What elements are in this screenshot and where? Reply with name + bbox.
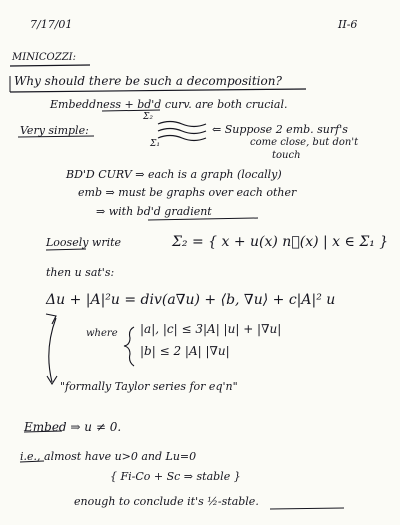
half-stable-line: enough to conclude it's ½-stable. xyxy=(74,495,259,508)
bdd-gradient-line: ⇒ with bd'd gradient xyxy=(96,205,212,218)
bounds-brace xyxy=(124,327,134,366)
very-simple-label: Very simple: xyxy=(20,124,89,137)
sigma2-label: Σ₂ xyxy=(143,112,153,122)
ie-line: i.e., almost have u>0 and Lu=0 xyxy=(20,450,197,463)
title-underline xyxy=(10,65,90,66)
bdd-curv-line: BD'D CURV ⇒ each is a graph (locally) xyxy=(66,168,282,181)
then-u-line: then u sat's: xyxy=(46,266,115,279)
question-underline xyxy=(10,89,306,92)
surface-middle-curve xyxy=(158,129,206,134)
sigma1-label: Σ₁ xyxy=(150,139,160,149)
embed-line: Embed ⇒ u ≠ 0. xyxy=(24,420,122,434)
bound-1: |a|, |c| ≤ 3|A| |u| + |∇u| xyxy=(140,322,282,336)
suppose-line-1: ⇐ Suppose 2 emb. surf's xyxy=(212,123,348,136)
date: 7/17/01 xyxy=(30,18,73,31)
section-title: MINICOZZI: xyxy=(12,52,76,63)
suppose-line-2: come close, but don't xyxy=(250,137,359,148)
sigma2-formula: Σ₂ = { x + u(x) n⃗(x) | x ∈ Σ₁ } xyxy=(172,234,389,250)
surface-lower-curve xyxy=(158,136,206,141)
embeddedness-line: Embeddness + bd'd curv. are both crucial. xyxy=(50,98,288,111)
loosely-write-label: Loosely write xyxy=(46,236,122,249)
taylor-arrow-shaft xyxy=(49,318,56,382)
gradient-underline xyxy=(148,218,258,220)
loosely-underline xyxy=(46,249,86,250)
bound-2: |b| ≤ 2 |A| |∇u| xyxy=(140,344,230,358)
taylor-note: "formally Taylor series for eq'n" xyxy=(60,380,238,393)
page-label: II-6 xyxy=(338,18,358,31)
stable-underline xyxy=(270,508,344,509)
fischer-colbrie-line: { Fi-Co + Sc ⇒ stable } xyxy=(110,470,241,483)
pde-equation: Δu + |A|²u = div(a∇u) + ⟨b, ∇u⟩ + c|A|² u xyxy=(46,292,336,308)
question: Why should there be such a decomposition? xyxy=(14,74,282,88)
surface-upper-curve xyxy=(158,122,206,127)
where-label: where xyxy=(86,328,118,339)
suppose-line-3: touch xyxy=(272,150,301,161)
emb-graphs-line: emb ⇒ must be graphs over each other xyxy=(78,186,297,199)
